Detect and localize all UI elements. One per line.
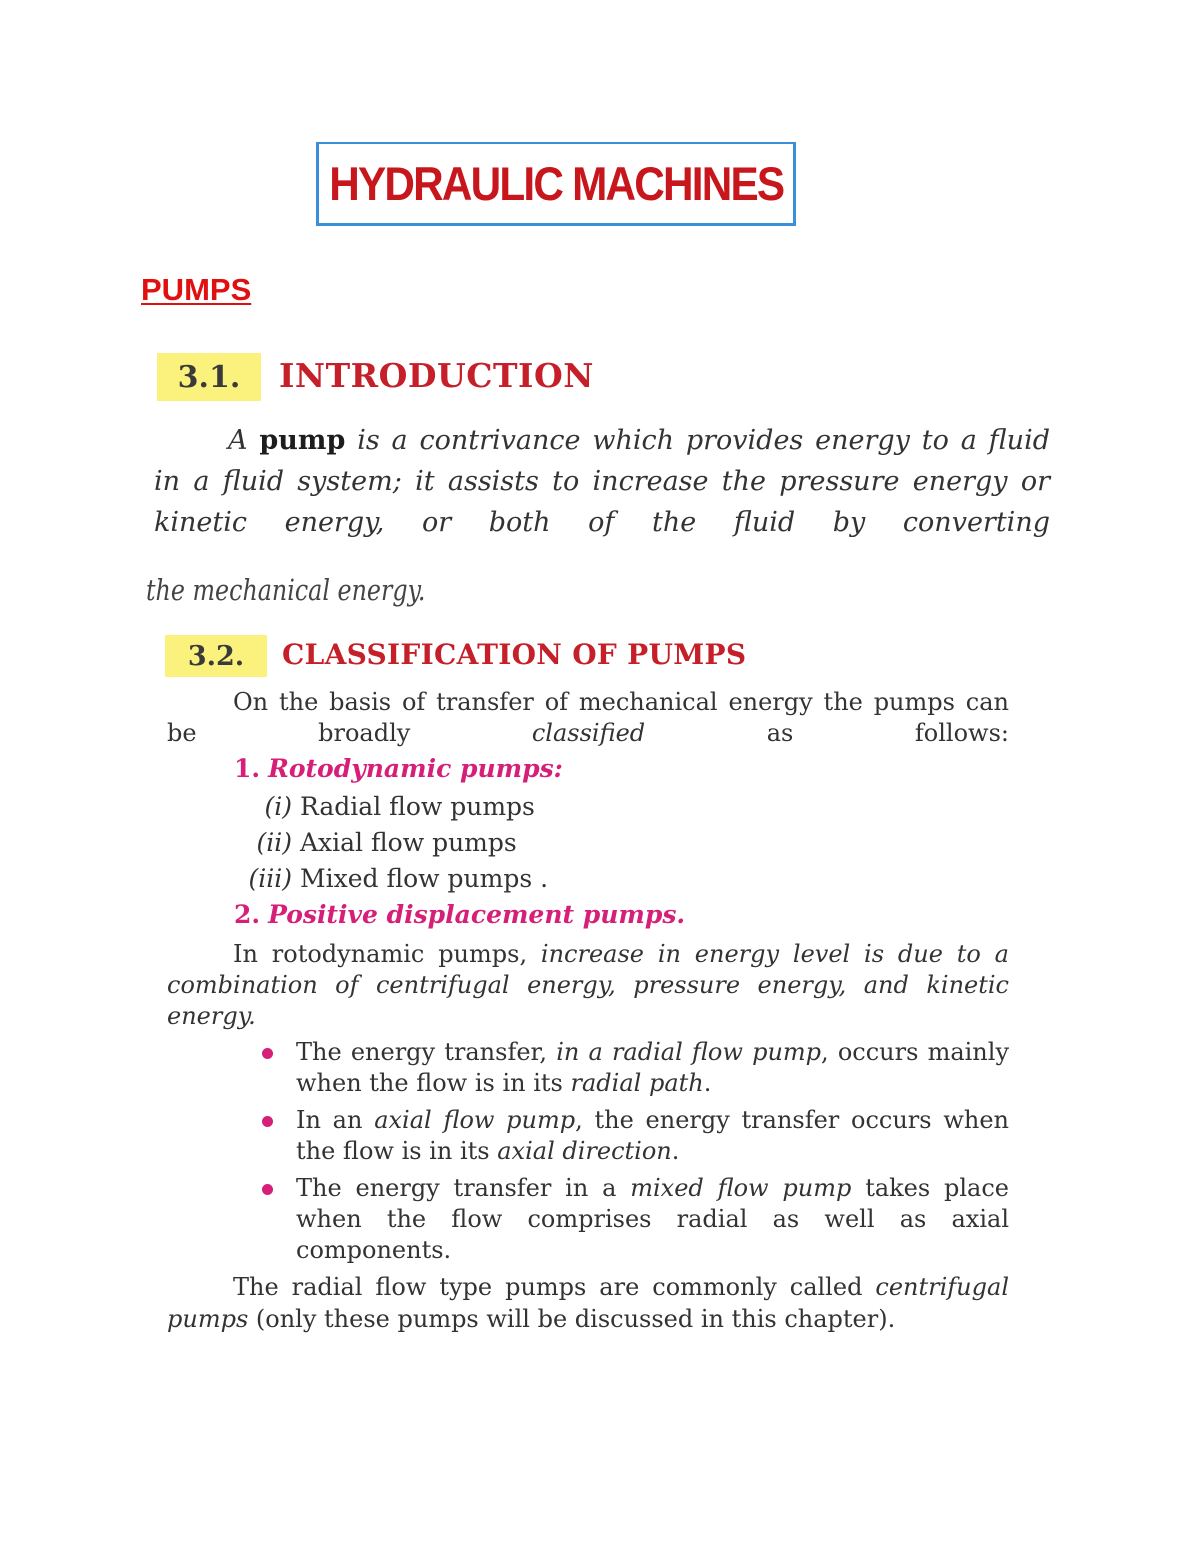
bullet-item: [296, 1105, 1009, 1167]
classification-intro: [167, 687, 1009, 749]
list-item: [212, 864, 548, 893]
bullet-text: .: [703, 1069, 712, 1097]
bullet-text: , occurs mainly when the flow is in its: [296, 1038, 1009, 1097]
bullet-italic: radial path: [570, 1069, 704, 1097]
closing-text: The radial flow type pumps are commonly called: [233, 1273, 863, 1301]
category-number: 2.: [234, 900, 261, 929]
main-heading: PUMPS: [141, 272, 252, 307]
classification-intro-text: On the basis of transfer of mechanical energy the pumps can be broadly: [167, 688, 1009, 747]
bullet-dot: [262, 1116, 273, 1127]
intro-tail: the mechanical energy.: [146, 573, 426, 607]
list-numeral: (iii): [248, 864, 292, 893]
list-label: Radial flow pumps: [300, 792, 535, 821]
section-number: 3.2.: [165, 635, 267, 677]
bullet-text: The energy transfer,: [296, 1038, 548, 1066]
closing-italic: centrifugal pumps: [167, 1273, 1009, 1333]
bullet-italic: mixed flow pump: [630, 1174, 852, 1202]
section-number: 3.1.: [157, 353, 261, 401]
intro-term: pump: [259, 425, 346, 456]
closing-paragraph: [167, 1271, 1009, 1335]
document-title: HYDRAULIC MACHINES: [328, 157, 784, 210]
bullet-text: In an: [296, 1106, 363, 1134]
rotodynamic-italic: increase in energy level is due to a combination of centrifugal energy, pressure energy, and kinetic energy.: [167, 940, 1009, 1030]
section-title: INTRODUCTION: [279, 356, 594, 395]
rotodynamic-text: In rotodynamic pumps,: [233, 940, 528, 968]
list-numeral: (ii): [256, 828, 292, 857]
bullet-italic: axial direction: [497, 1137, 672, 1165]
bullet-item: [296, 1173, 1009, 1266]
bullet-text: .: [671, 1137, 680, 1165]
rotodynamic-paragraph: [167, 939, 1009, 1032]
title-banner: [316, 142, 796, 226]
bullet-italic: axial flow pump: [374, 1106, 576, 1134]
section-title: CLASSIFICATION OF PUMPS: [282, 638, 747, 671]
classification-intro-after: as follows:: [766, 719, 1009, 747]
list-label: Mixed flow pumps .: [300, 864, 549, 893]
category-rotodynamic: [234, 754, 563, 783]
category-label: Positive displacement pumps.: [268, 900, 686, 929]
bullet-text: The energy transfer in a: [296, 1174, 617, 1202]
list-label: Axial flow pumps: [300, 828, 517, 857]
bullet-dot: [262, 1184, 273, 1195]
intro-body: is a contrivance which provides energy to a fluid in a fluid system; it assists to increase the pressure energy or kinetic energy, or both of the fluid by converting: [154, 425, 1050, 538]
intro-paragraph: [154, 420, 1050, 543]
list-item: [212, 828, 517, 857]
bullet-italic: in a radial flow pump: [556, 1038, 822, 1066]
list-item: [212, 792, 535, 821]
category-positive-displacement: [234, 900, 685, 929]
category-number: 1.: [234, 754, 261, 783]
bullet-text: , the energy transfer occurs when the flow is in its: [296, 1106, 1009, 1165]
category-label: Rotodynamic pumps:: [268, 754, 563, 783]
intro-lead: A: [228, 425, 248, 456]
closing-after: (only these pumps will be discussed in this chapter).: [255, 1305, 896, 1333]
bullet-text: takes place when the flow comprises radial as well as axial components.: [296, 1174, 1010, 1264]
list-numeral: (i): [264, 792, 292, 821]
bullet-item: [296, 1037, 1009, 1099]
bullet-dot: [262, 1048, 273, 1059]
classification-intro-italic: classified: [531, 719, 646, 747]
